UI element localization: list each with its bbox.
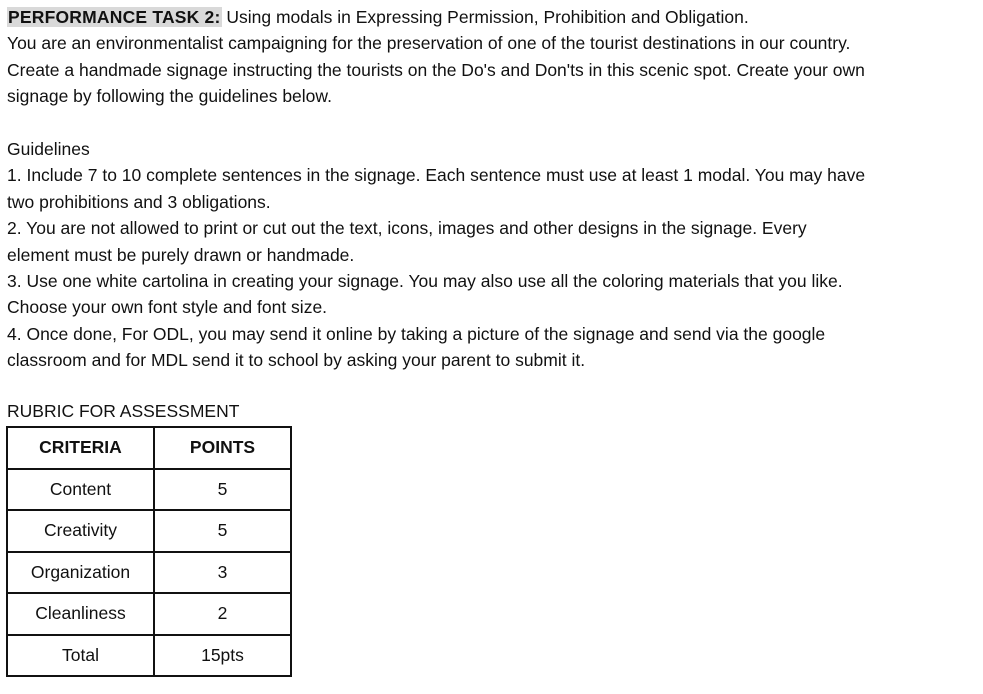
rubric-heading: RUBRIC FOR ASSESSMENT [7,401,240,421]
intro-line: You are an environmentalist campaigning for the preservation of one of the tourist destinations in our country. [7,33,851,54]
criteria-cell: Cleanliness [7,593,154,635]
points-column-header: POINTS [154,427,291,469]
document-body [7,4,983,373]
guideline-line: 2. You are not allowed to print or cut out the text, icons, images and other designs in the signage. Every [7,218,807,239]
criteria-cell: Total [7,635,154,677]
guideline-line: 1. Include 7 to 10 complete sentences in the signage. Each sentence must use at least 1 modal. You may have [7,165,866,186]
guideline-line: two prohibitions and 3 obligations. [7,191,271,212]
intro-line: signage by following the guidelines below. [7,86,332,107]
guideline-line: Choose your own font style and font size. [7,297,328,318]
guideline-line: 4. Once done, For ODL, you may send it online by taking a picture of the signage and send via the google [7,323,826,344]
points-cell: 5 [154,469,291,511]
guidelines-heading: Guidelines [7,138,90,159]
criteria-cell: Organization [7,552,154,594]
table-row [7,593,291,635]
points-cell: 5 [154,510,291,552]
guideline-line: element must be purely drawn or handmade. [7,244,355,265]
task-title: Using modals in Expressing Permission, Prohibition and Obligation. [221,7,749,27]
points-cell: 15pts [154,635,291,677]
table-row [7,510,291,552]
table-row [7,635,291,677]
spacer [7,110,983,136]
guideline-line: classroom and for MDL send it to school by asking your parent to submit it. [7,350,586,371]
points-cell: 3 [154,552,291,594]
table-header-row [7,427,291,469]
task-label: PERFORMANCE TASK 2: [8,7,221,27]
criteria-column-header: CRITERIA [7,427,154,469]
table-row [7,469,291,511]
table-row [7,552,291,594]
intro-line: Create a handmade signage instructing the tourists on the Do's and Don'ts in this scenic spot. Create your own [7,59,865,80]
criteria-cell: Creativity [7,510,154,552]
rubric-table [6,426,292,677]
task-title-line [7,4,983,30]
criteria-cell: Content [7,469,154,511]
points-cell: 2 [154,593,291,635]
guideline-line: 3. Use one white cartolina in creating your signage. You may also use all the coloring materials that you like. [7,270,843,291]
